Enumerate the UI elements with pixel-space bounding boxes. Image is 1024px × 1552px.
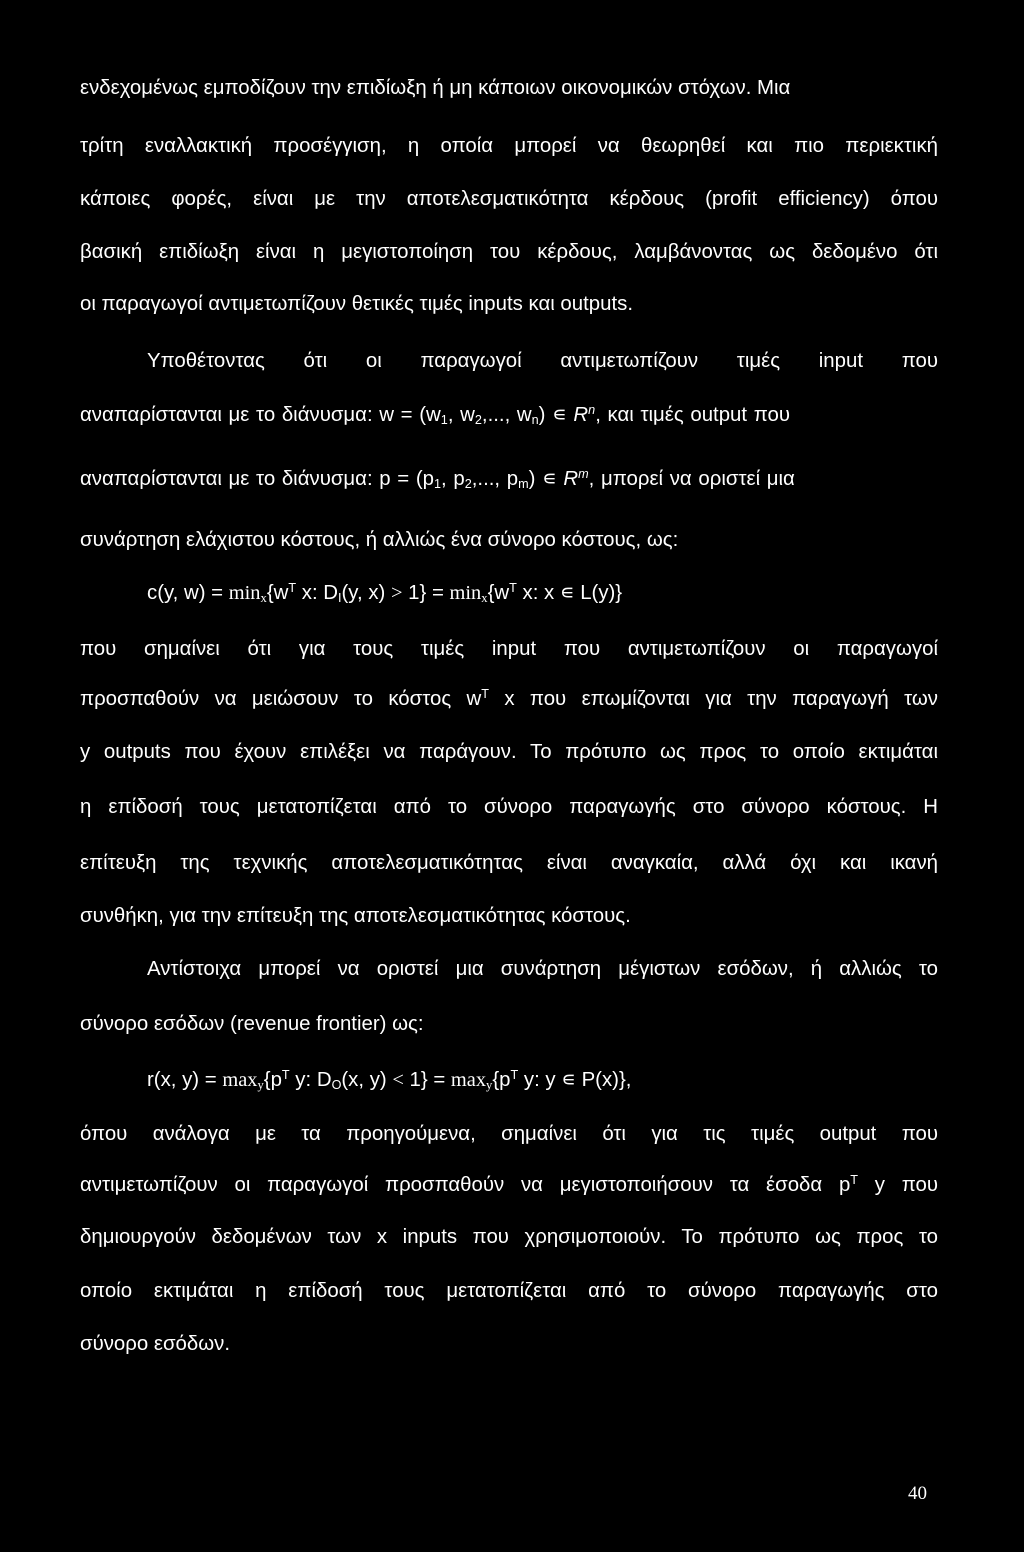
paragraph-line: ενδεχομένως εμποδίζουν την επιδίωξη ή μη κάποιων οικονομικών στόχων. Μια	[80, 77, 791, 99]
paragraph-line: αναπαρίστανται με το διάνυσμα: $p = (p_1$, $p_2$,..., $p_m$) ∊ $R^m$, μπορεί να οριστεί μια	[80, 467, 795, 492]
cost-function-equation: c(y, $w) = \min_x\{w^T$ x: $D_I(y$, $x) > 1\} = \min_x\{w^T$ x: x ∊ L(y)}	[147, 581, 623, 606]
paragraph-line: που σημαίνει ότι για τους τιμές input που αντιμετωπίζουν οι παραγωγοί	[80, 638, 938, 660]
paragraph-line: Αντίστοιχα μπορεί να οριστεί μια συνάρτηση μέγιστων εσόδων, ή αλλιώς το	[147, 958, 938, 980]
paragraph-line: αντιμετωπίζουν οι παραγωγοί προσπαθούν να μεγιστοποιήσουν τα έσοδα $p^T$ y που	[80, 1173, 938, 1196]
paragraph-line: οι παραγωγοί αντιμετωπίζουν θετικές τιμές inputs και outputs.	[80, 293, 633, 315]
paragraph-line: όπου ανάλογα με τα προηγούμενα, σημαίνει ότι για τις τιμές output που	[80, 1123, 938, 1145]
paragraph-line: συνθήκη, για την επίτευξη της αποτελεσματικότητας κόστους.	[80, 905, 631, 927]
paragraph-line: σύνορο εσόδων.	[80, 1333, 231, 1355]
paragraph-line: Υποθέτοντας ότι οι παραγωγοί αντιμετωπίζουν τιμές input που	[147, 350, 938, 372]
paragraph-line: προσπαθούν να μειώσουν το κόστος $w^T$ x που επωμίζονται για την παραγωγή των	[80, 687, 938, 710]
paragraph-line: επίτευξη της τεχνικής αποτελεσματικότητας είναι αναγκαία, αλλά όχι και ικανή	[80, 852, 938, 874]
paragraph-line: συνάρτηση ελάχιστου κόστους, ή αλλιώς ένα σύνορο κόστους, ως:	[80, 529, 679, 551]
paragraph-line: y outputs που έχουν επιλέξει να παράγουν. Το πρότυπο ως προς το οποίο εκτιμάται	[80, 741, 938, 763]
paragraph-line: βασική επιδίωξη είναι η μεγιστοποίηση του κέρδους, λαμβάνοντας ως δεδομένο ότι	[80, 241, 938, 263]
paragraph-line: τρίτη εναλλακτική προσέγγιση, η οποία μπορεί να θεωρηθεί και πιο περιεκτική	[80, 135, 938, 157]
paragraph-line: κάποιες φορές, είναι με την αποτελεσματικότητα κέρδους (profit efficiency) όπου	[80, 188, 938, 210]
paragraph-line: σύνορο εσόδων (revenue frontier) ως:	[80, 1013, 424, 1035]
revenue-function-equation: r(x, $y) = \max_y\{p^T$ y: $D_O(x$, $y) < 1\} = \max_y\{p^T$ y: y ∊ P(x)},	[147, 1068, 632, 1093]
page-number: 40	[908, 1483, 927, 1504]
paragraph-line: δημιουργούν δεδομένων των x inputs που χρησιμοποιούν. Το πρότυπο ως προς το	[80, 1226, 938, 1248]
paragraph-line: οποίο εκτιμάται η επίδοσή τους μετατοπίζεται από το σύνορο παραγωγής στο	[80, 1280, 938, 1302]
paragraph-line: η επίδοσή τους μετατοπίζεται από το σύνορο παραγωγής στο σύνορο κόστους. Η	[80, 796, 938, 818]
paragraph-line: αναπαρίστανται με το διάνυσμα: $w = (w_1$, $w_2$,..., $w_n$) ∊ $R^n$, και τιμές output που	[80, 403, 790, 428]
